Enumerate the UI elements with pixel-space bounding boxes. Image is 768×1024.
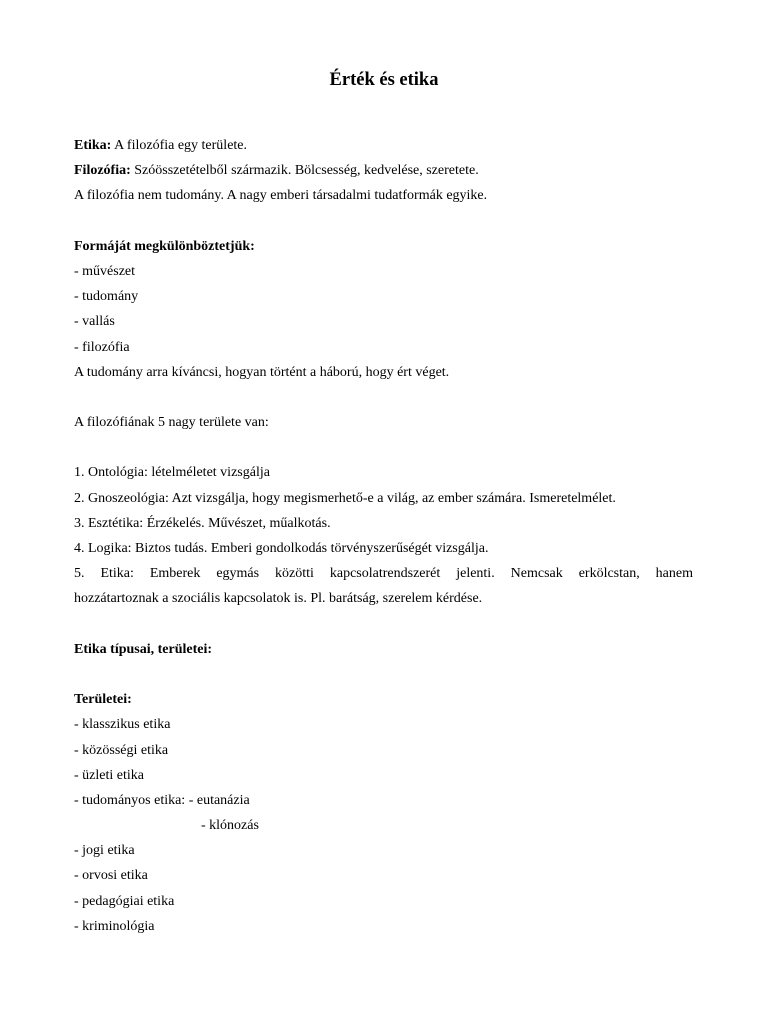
- filozofia-definition: [74, 158, 693, 183]
- paragraph: A filozófia nem tudomány. A nagy emberi társadalmi tudatformák egyike.: [74, 188, 488, 204]
- numbered-item: 4. Logika: Biztos tudás. Emberi gondolkodás törvényszerűségét vizsgálja.: [74, 541, 489, 556]
- etika-definition: [74, 133, 693, 158]
- section-heading: Formáját megkülönböztetjük:: [74, 238, 255, 254]
- numbered-item: 5. Etika: Emberek egymás közötti kapcsolatrendszerét jelenti. Nemcsak erkölcstan, hanem: [74, 566, 693, 582]
- etika-label: Etika:: [74, 138, 112, 153]
- filozofia-text: Szóösszetételből származik. Bölcsesség, kedvelése, szeretete.: [130, 163, 479, 179]
- list-item: - művészet: [74, 263, 136, 279]
- numbered-item-continuation: hozzátartoznak a szociális kapcsolatok is. Pl. barátság, szerelem kérdése.: [74, 591, 483, 607]
- list-item: - vallás: [74, 314, 115, 330]
- list-item: - közösségi etika: [74, 742, 169, 758]
- list-item: - jogi etika: [74, 843, 135, 859]
- list-item: - tudomány: [74, 289, 139, 305]
- numbered-item: 1. Ontológia: lételméletet vizsgálja: [74, 465, 270, 481]
- document-body: [74, 133, 693, 939]
- page-title: Érték és etika: [329, 70, 439, 90]
- numbered-item: 3. Esztétika: Érzékelés. Művészet, műalkotás.: [74, 515, 331, 531]
- numbered-item: 2. Gnoszeológia: Azt vizsgálja, hogy megismerhető-e a világ, az ember számára. Ismeretelmélet.: [74, 490, 616, 506]
- etika-text: A filozófia egy területe.: [111, 138, 248, 153]
- list-item: - filozófia: [74, 339, 130, 355]
- section-heading: Etika típusai, területei:: [74, 641, 213, 657]
- paragraph: A tudomány arra kíváncsi, hogyan történt a háború, hogy ért véget.: [74, 364, 450, 380]
- section-heading: Területei:: [74, 692, 132, 708]
- list-item: - üzleti etika: [74, 767, 144, 783]
- filozofia-label: Filozófia:: [74, 163, 131, 179]
- paragraph: A filozófiának 5 nagy területe van:: [74, 415, 269, 431]
- list-item: - tudományos etika: - eutanázia: [74, 792, 250, 808]
- list-item: - orvosi etika: [74, 868, 148, 884]
- list-item: - pedagógiai etika: [74, 893, 175, 909]
- list-item: - kriminológia: [74, 918, 155, 934]
- list-item: - klasszikus etika: [74, 717, 171, 733]
- sub-list-item: - klónozás: [201, 818, 259, 834]
